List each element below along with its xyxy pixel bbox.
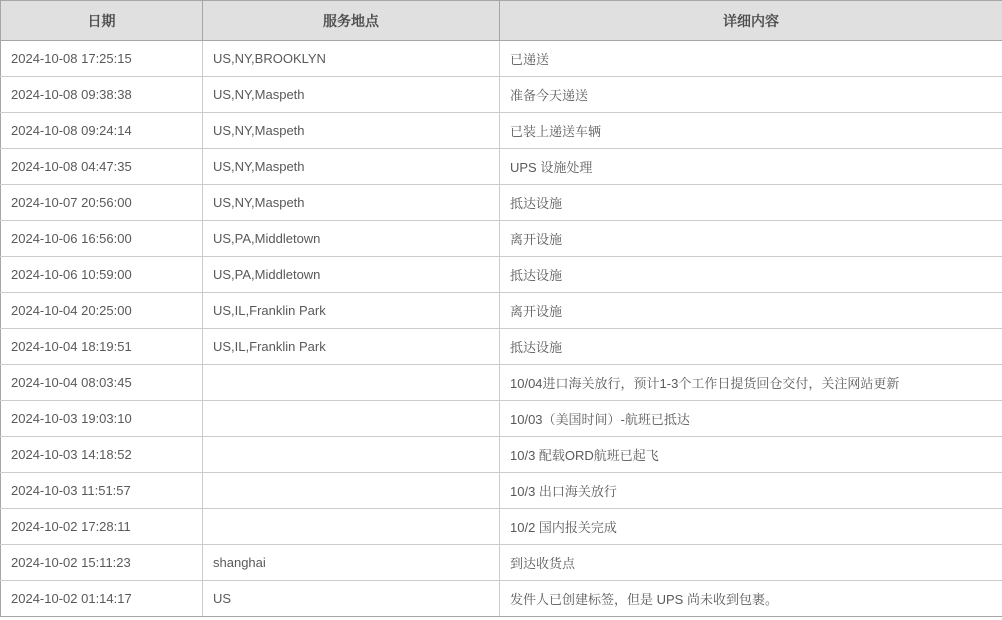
detail-cell: 准备今天递送: [500, 77, 1002, 113]
date-cell: 2024-10-04 18:19:51: [1, 329, 203, 365]
date-cell: 2024-10-06 16:56:00: [1, 221, 203, 257]
location-cell: [203, 473, 500, 509]
location-cell: US,NY,Maspeth: [203, 185, 500, 221]
column-header-location: 服务地点: [203, 1, 500, 41]
detail-cell: 抵达设施: [500, 257, 1002, 293]
location-cell: US,NY,Maspeth: [203, 113, 500, 149]
table-row: [1, 509, 1002, 545]
table-row: [1, 149, 1002, 185]
detail-cell: 10/3 配载ORD航班已起飞: [500, 437, 1002, 473]
date-cell: 2024-10-08 09:24:14: [1, 113, 203, 149]
table-row: [1, 401, 1002, 437]
date-cell: 2024-10-03 14:18:52: [1, 437, 203, 473]
location-cell: US,IL,Franklin Park: [203, 293, 500, 329]
table-row: [1, 293, 1002, 329]
detail-cell: 离开设施: [500, 221, 1002, 257]
detail-cell: 10/3 出口海关放行: [500, 473, 1002, 509]
date-cell: 2024-10-04 20:25:00: [1, 293, 203, 329]
location-cell: US,NY,Maspeth: [203, 149, 500, 185]
detail-cell: 离开设施: [500, 293, 1002, 329]
detail-cell: 10/2 国内报关完成: [500, 509, 1002, 545]
header-row: [1, 1, 1002, 41]
location-cell: US,NY,Maspeth: [203, 77, 500, 113]
table-row: [1, 365, 1002, 401]
date-cell: 2024-10-02 17:28:11: [1, 509, 203, 545]
table-row: [1, 221, 1002, 257]
date-cell: 2024-10-03 11:51:57: [1, 473, 203, 509]
date-cell: 2024-10-03 19:03:10: [1, 401, 203, 437]
detail-cell: 到达收货点: [500, 545, 1002, 581]
tracking-table-body: [1, 41, 1002, 617]
location-cell: US,NY,BROOKLYN: [203, 41, 500, 77]
date-cell: 2024-10-08 09:38:38: [1, 77, 203, 113]
date-cell: 2024-10-02 15:11:23: [1, 545, 203, 581]
table-row: [1, 41, 1002, 77]
date-cell: 2024-10-08 17:25:15: [1, 41, 203, 77]
date-cell: 2024-10-02 01:14:17: [1, 581, 203, 617]
table-row: [1, 473, 1002, 509]
location-cell: [203, 401, 500, 437]
date-cell: 2024-10-04 08:03:45: [1, 365, 203, 401]
table-row: [1, 185, 1002, 221]
detail-cell: 抵达设施: [500, 329, 1002, 365]
location-cell: US: [203, 581, 500, 617]
table-row: [1, 437, 1002, 473]
location-cell: shanghai: [203, 545, 500, 581]
table-row: [1, 113, 1002, 149]
column-header-date: 日期: [1, 1, 203, 41]
column-header-detail: 详细内容: [500, 1, 1002, 41]
date-cell: 2024-10-06 10:59:00: [1, 257, 203, 293]
detail-cell: 已装上递送车辆: [500, 113, 1002, 149]
table-row: [1, 581, 1002, 617]
location-cell: US,PA,Middletown: [203, 257, 500, 293]
location-cell: [203, 437, 500, 473]
table-row: [1, 77, 1002, 113]
table-row: [1, 329, 1002, 365]
detail-cell: 已递送: [500, 41, 1002, 77]
detail-cell: 10/04进口海关放行，预计1-3个工作日提货回仓交付，关注网站更新: [500, 365, 1002, 401]
detail-cell: 抵达设施: [500, 185, 1002, 221]
detail-cell: UPS 设施处理: [500, 149, 1002, 185]
location-cell: US,IL,Franklin Park: [203, 329, 500, 365]
location-cell: [203, 365, 500, 401]
table-row: [1, 545, 1002, 581]
detail-cell: 发件人已创建标签，但是 UPS 尚未收到包裹。: [500, 581, 1002, 617]
table-row: [1, 257, 1002, 293]
tracking-table-header: [1, 1, 1002, 41]
location-cell: US,PA,Middletown: [203, 221, 500, 257]
location-cell: [203, 509, 500, 545]
detail-cell: 10/03（美国时间）-航班已抵达: [500, 401, 1002, 437]
date-cell: 2024-10-08 04:47:35: [1, 149, 203, 185]
date-cell: 2024-10-07 20:56:00: [1, 185, 203, 221]
